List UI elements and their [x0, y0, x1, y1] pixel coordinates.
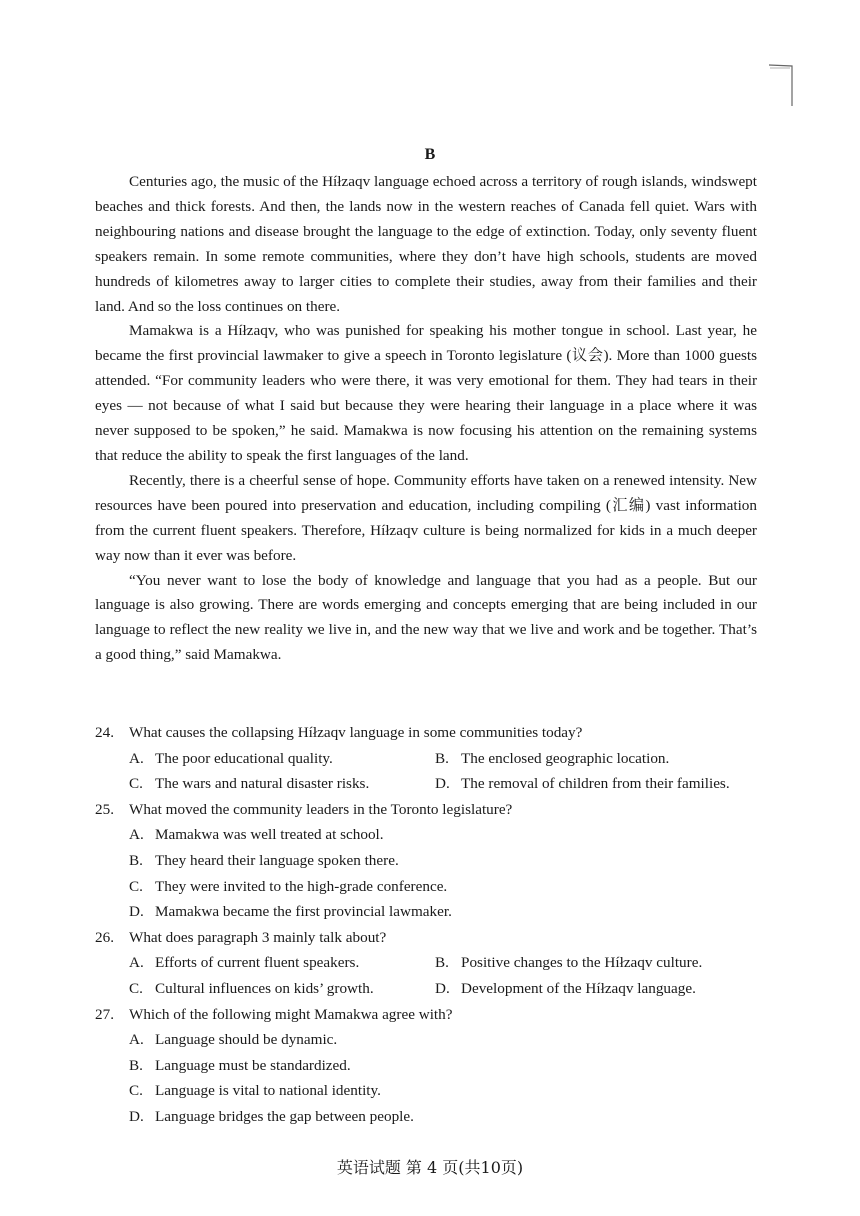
option-c[interactable] — [95, 1078, 765, 1104]
option-text: Development of the Híłzaqv language. — [461, 979, 696, 997]
option-c[interactable] — [95, 874, 765, 900]
option-text: Mamakwa became the first provincial lawmaker. — [155, 903, 452, 921]
option-a[interactable] — [95, 1027, 765, 1053]
option-text: Language bridges the gap between people. — [155, 1107, 414, 1125]
option-row — [95, 976, 765, 1002]
option-text: Positive changes to the Híłzaqv culture. — [461, 954, 703, 972]
question-number: 24. — [95, 724, 114, 741]
option-text: Efforts of current fluent speakers. — [155, 954, 360, 972]
passage-paragraph: Recently, there is a cheerful sense of hope. Community efforts have taken on a renewed intensity. New resources have been poured into preservation and education, including compiling (汇编) vast information from the current fluent speakers. Therefore, Híłzaqv culture is being normalized for kids in a much deeper way now than it ever was before. — [95, 471, 757, 564]
reading-passage — [95, 170, 757, 668]
option-text: They heard their language spoken there. — [155, 851, 399, 869]
option-letter: D. — [129, 903, 144, 921]
option-letter: C. — [129, 979, 143, 997]
option-text: The poor educational quality. — [155, 749, 333, 767]
question-list — [95, 720, 765, 1130]
option-c[interactable] — [129, 771, 435, 797]
question-27 — [95, 1002, 765, 1130]
passage-paragraph: Centuries ago, the music of the Híłzaqv language echoed across a territory of rough islands, windswept beaches and thick forests. And then, the lands now in the western reaches of Canada fell quiet. Wars with neighbouring nations and disease brought the language to the edge of extinction. Today, only seventy fluent speakers remain. In some remote communities, where they don’t have high schools, students are moved hundreds of kilometres away to larger cities to complete their studies, away from their families and their land. And so the loss continues on there. — [95, 173, 757, 315]
option-text: Language should be dynamic. — [155, 1031, 338, 1049]
option-letter: D. — [435, 775, 450, 793]
option-letter: B. — [435, 749, 449, 767]
option-d[interactable] — [95, 899, 765, 925]
question-25 — [95, 797, 765, 925]
option-letter: D. — [129, 1107, 144, 1125]
question-stem — [95, 1002, 765, 1028]
option-d[interactable] — [95, 1104, 765, 1130]
option-letter: C. — [129, 775, 143, 793]
question-number: 26. — [95, 928, 114, 946]
question-text: What does paragraph 3 mainly talk about? — [129, 928, 387, 946]
option-text: They were invited to the high-grade conference. — [155, 877, 448, 895]
option-b[interactable] — [95, 1053, 765, 1079]
binding-corner-mark — [768, 62, 794, 106]
option-letter: B. — [129, 1056, 143, 1074]
option-text: Language must be standardized. — [155, 1056, 351, 1074]
option-letter: A. — [129, 954, 144, 972]
option-letter: A. — [129, 1031, 144, 1049]
option-row — [95, 746, 765, 772]
option-text: Mamakwa was well treated at school. — [155, 826, 384, 844]
option-letter: B. — [129, 851, 143, 869]
option-d[interactable] — [435, 771, 741, 797]
question-26 — [95, 925, 765, 1002]
option-a[interactable] — [95, 822, 765, 848]
passage-paragraph: “You never want to lose the body of knowledge and language that you had as a people. But our language is also growing. There are words emerging and concepts emerging that are being included in our language to reflect the new reality we live in, and the new way that we live and work and be together. That’s a good thing,” said Mamakwa. — [95, 571, 757, 664]
option-c[interactable] — [129, 976, 435, 1002]
option-text: The wars and natural disaster risks. — [155, 775, 370, 793]
question-stem — [95, 720, 765, 746]
question-number: 27. — [95, 1005, 114, 1023]
option-b[interactable] — [435, 746, 741, 772]
question-text: What moved the community leaders in the Toronto legislature? — [129, 800, 513, 818]
option-letter: B. — [435, 954, 449, 972]
option-letter: A. — [129, 749, 144, 767]
option-b[interactable] — [95, 848, 765, 874]
option-row — [95, 950, 765, 976]
option-text: Cultural influences on kids’ growth. — [155, 979, 374, 997]
option-b[interactable] — [435, 950, 741, 976]
option-text: Language is vital to national identity. — [155, 1082, 381, 1100]
question-24 — [95, 720, 765, 797]
option-letter: C. — [129, 1082, 143, 1100]
option-letter: A. — [129, 826, 144, 844]
option-letter: D. — [435, 979, 450, 997]
section-heading: B — [424, 146, 436, 163]
option-text: The enclosed geographic location. — [461, 749, 670, 767]
option-a[interactable] — [129, 950, 435, 976]
option-row — [95, 771, 765, 797]
question-stem — [95, 925, 765, 951]
option-a[interactable] — [129, 746, 435, 772]
passage-paragraph: Mamakwa is a Híłzaqv, who was punished for speaking his mother tongue in school. Last year, he became the first provincial lawmaker to give a speech in Toronto legislature (议会). More than 1000 guests attended. “For community leaders who were there, it was very emotional for them. They had tears in their eyes — not because of what I said but because they were hearing their language in a place where it was never supposed to be spoken,” he said. Mamakwa is now focusing his attention on the remaining systems that reduce the ability to speak the first languages of the land. — [95, 322, 757, 464]
option-d[interactable] — [435, 976, 741, 1002]
option-letter: C. — [129, 877, 143, 895]
page-footer: 英语试题 第 4 页(共10页) — [336, 1158, 524, 1177]
question-stem — [95, 797, 765, 823]
question-text: Which of the following might Mamakwa agree with? — [129, 1005, 453, 1023]
question-text: What causes the collapsing Híłzaqv language in some communities today? — [129, 724, 583, 741]
option-text: The removal of children from their families. — [461, 775, 730, 793]
question-number: 25. — [95, 800, 114, 818]
